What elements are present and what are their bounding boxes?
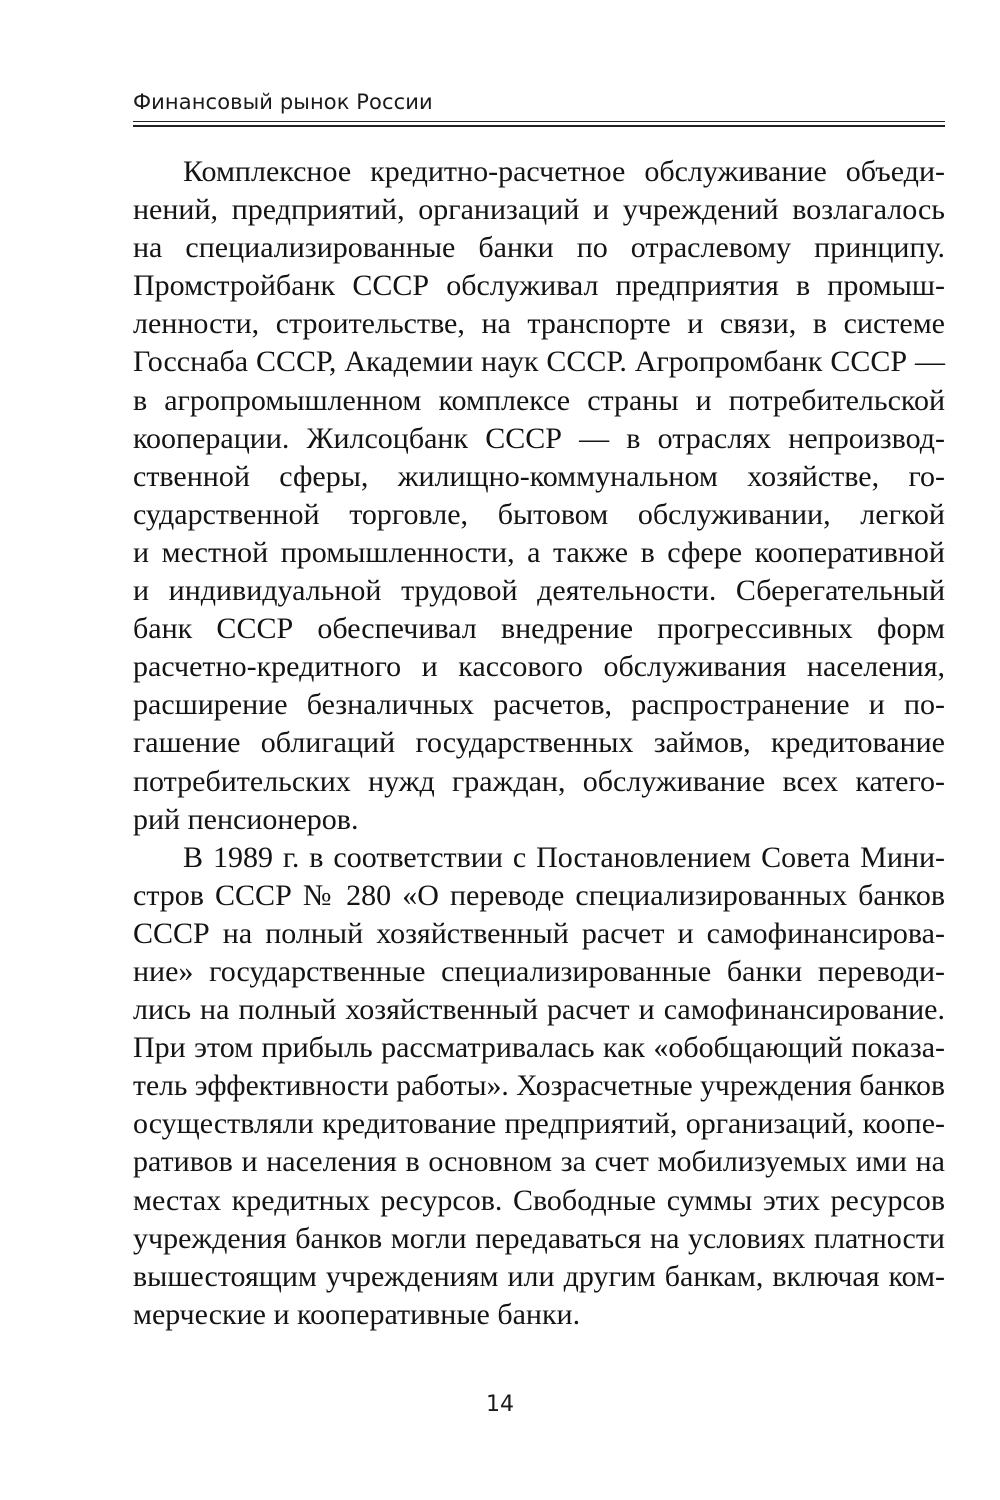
text-line: ние» государственные специализированные банки переводи- [133,954,945,988]
text-line: При этом прибыль рассматривалась как «обобщающий показа- [133,1031,945,1065]
text-line: нений, предприятий, организаций и учреждений возлагалось [133,193,945,227]
text-line: сударственной торговле, бытовом обслуживании, легкой [133,497,945,531]
text-line: местах кредитных ресурсов. Свободные суммы этих ресурсов [133,1183,945,1217]
page-number: 14 [486,1392,514,1417]
text-line: СССР на полный хозяйственный расчет и самофинансирова- [133,916,945,950]
text-line: расчетно-кредитного и кассового обслуживания населения, [133,650,945,684]
text-line: вышестоящим учреждениям или другим банкам, включая ком- [133,1259,945,1293]
header-rule-thick [133,125,945,127]
text-line: гашение облигаций государственных займов, кредитование [133,726,945,760]
text-line: Госснаба СССР, Академии наук СССР. Агропромбанк СССР — [133,345,945,379]
text-line: рий пенсионеров. [133,802,359,836]
header-rule-thin [133,121,945,122]
text-line: Промстройбанк СССР обслуживал предприятия в промыш- [133,269,945,303]
text-line: ративов и населения в основном за счет мобилизуемых ими на [133,1145,945,1179]
text-line: стров СССР № 280 «О переводе специализированных банков [133,878,945,912]
text-line: тель эффективности работы». Хозрасчетные учреждения банков [133,1070,945,1103]
text-line: на специализированные банки по отраслевому принципу. [133,231,945,265]
text-line: банк СССР обеспечивал внедрение прогрессивных форм [133,612,945,646]
text-line: в агропромышленном комплексе страны и потребительской [133,383,945,417]
running-head: Финансовый рынок России [133,90,433,114]
text-line: потребительских нужд граждан, обслуживание всех катего- [133,764,945,798]
text-line: и индивидуальной трудовой деятельности. Сберегательный [133,574,945,608]
text-line: и местной промышленности, а также в сфере кооперативной [133,535,945,569]
text-line: В 1989 г. в соответствии с Постановлением Совета Мини- [183,840,945,874]
text-line: учреждения банков могли передаваться на условиях платности [133,1221,945,1255]
paragraph-2 [133,839,945,1334]
page-body [133,153,945,1334]
paragraph-1 [133,153,945,839]
text-line: мерческие и кооперативные банки. [133,1297,581,1331]
text-line: осуществляли кредитование предприятий, организаций, коопе- [133,1107,945,1141]
text-line: ственной сферы, жилищно-коммунальном хозяйстве, го- [133,459,945,493]
text-line: ленности, строительстве, на транспорте и связи, в системе [133,307,945,341]
text-line: лись на полный хозяйственный расчет и самофинансирование. [133,993,945,1027]
text-line: Комплексное кредитно-расчетное обслуживание объеди- [183,155,945,188]
text-line: кооперации. Жилсоцбанк СССР — в отраслях непроизвод- [133,421,945,455]
text-line: расширение безналичных расчетов, распространение и по- [133,688,945,722]
